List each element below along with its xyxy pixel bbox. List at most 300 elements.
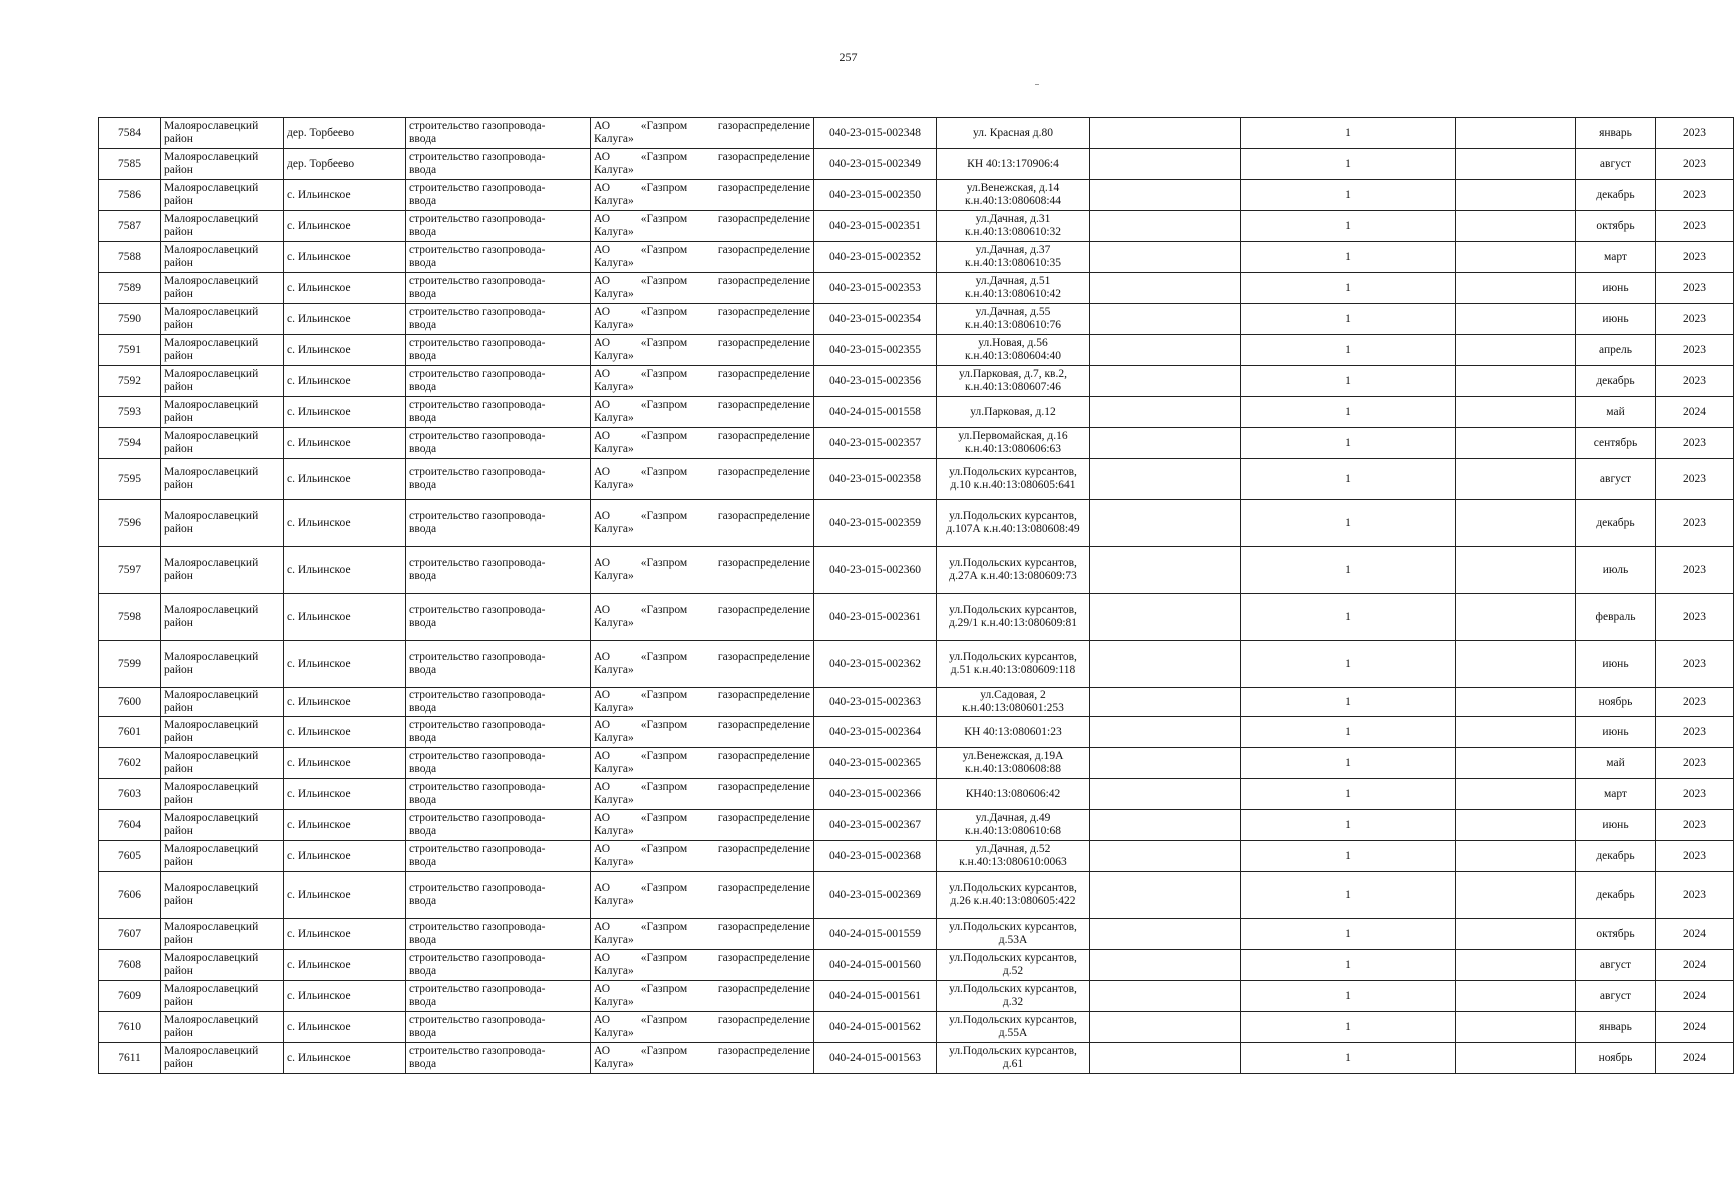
organization-line1: АО «Газпром газораспределение bbox=[594, 952, 810, 964]
table-row bbox=[99, 211, 1734, 242]
registry-code-cell: 040-24-015-001563 bbox=[814, 1043, 937, 1074]
month-cell: август bbox=[1576, 459, 1656, 500]
district-name: Малоярославецкий bbox=[164, 466, 259, 478]
month-cell: август bbox=[1576, 950, 1656, 981]
organization-cell bbox=[591, 981, 814, 1012]
settlement-cell: с. Ильинское bbox=[284, 688, 406, 717]
table-row bbox=[99, 428, 1734, 459]
year-cell: 2023 bbox=[1656, 810, 1734, 841]
district-name: Малоярославецкий bbox=[164, 557, 259, 569]
year-cell: 2023 bbox=[1656, 118, 1734, 149]
district-name: Малоярославецкий bbox=[164, 1045, 259, 1057]
organization-line2: Калуга» bbox=[594, 479, 634, 491]
district-cell bbox=[161, 547, 284, 594]
district-cell bbox=[161, 211, 284, 242]
district-suffix: район bbox=[164, 350, 193, 362]
work-type-line1: строительство газопровода- bbox=[409, 557, 546, 569]
district-cell bbox=[161, 459, 284, 500]
organization-cell bbox=[591, 919, 814, 950]
organization-line1: АО «Газпром газораспределение bbox=[594, 151, 810, 163]
month-cell: июнь bbox=[1576, 717, 1656, 748]
district-name: Малоярославецкий bbox=[164, 952, 259, 964]
empty-cell bbox=[1456, 149, 1576, 180]
work-type-line2: ввода bbox=[409, 1058, 437, 1070]
settlement-cell: с. Ильинское bbox=[284, 1043, 406, 1074]
empty-cell bbox=[1456, 872, 1576, 919]
empty-cell bbox=[1456, 397, 1576, 428]
work-type-line2: ввода bbox=[409, 664, 437, 676]
district-suffix: район bbox=[164, 895, 193, 907]
empty-cell bbox=[1090, 1012, 1241, 1043]
empty-cell bbox=[1090, 397, 1241, 428]
empty-cell bbox=[1090, 180, 1241, 211]
work-type-line2: ввода bbox=[409, 226, 437, 238]
settlement-cell: с. Ильинское bbox=[284, 304, 406, 335]
organization-line2: Калуга» bbox=[594, 732, 634, 744]
row-number: 7599 bbox=[99, 641, 161, 688]
row-number: 7595 bbox=[99, 459, 161, 500]
quantity-cell: 1 bbox=[1241, 810, 1456, 841]
work-type-line2: ввода bbox=[409, 794, 437, 806]
work-type-line2: ввода bbox=[409, 895, 437, 907]
month-cell: декабрь bbox=[1576, 841, 1656, 872]
organization-line2: Калуга» bbox=[594, 702, 634, 714]
district-cell bbox=[161, 779, 284, 810]
empty-cell bbox=[1090, 981, 1241, 1012]
work-type-cell bbox=[406, 500, 591, 547]
work-type-line1: строительство газопровода- bbox=[409, 689, 546, 701]
quantity-cell: 1 bbox=[1241, 594, 1456, 641]
settlement-cell: с. Ильинское bbox=[284, 779, 406, 810]
registry-code-cell: 040-23-015-002349 bbox=[814, 149, 937, 180]
work-type-line2: ввода bbox=[409, 164, 437, 176]
quantity-cell: 1 bbox=[1241, 149, 1456, 180]
table-row bbox=[99, 500, 1734, 547]
month-cell: март bbox=[1576, 779, 1656, 810]
district-cell bbox=[161, 688, 284, 717]
registry-code-cell: 040-23-015-002365 bbox=[814, 748, 937, 779]
year-cell: 2024 bbox=[1656, 919, 1734, 950]
organization-line2: Калуга» bbox=[594, 664, 634, 676]
work-type-cell bbox=[406, 397, 591, 428]
organization-line2: Калуга» bbox=[594, 195, 634, 207]
organization-cell bbox=[591, 748, 814, 779]
district-name: Малоярославецкий bbox=[164, 430, 259, 442]
work-type-line2: ввода bbox=[409, 479, 437, 491]
empty-cell bbox=[1090, 242, 1241, 273]
empty-cell bbox=[1090, 304, 1241, 335]
organization-line1: АО «Газпром газораспределение bbox=[594, 843, 810, 855]
organization-line1: АО «Газпром газораспределение bbox=[594, 750, 810, 762]
organization-cell bbox=[591, 500, 814, 547]
district-cell bbox=[161, 748, 284, 779]
organization-line2: Калуга» bbox=[594, 523, 634, 535]
organization-line2: Калуга» bbox=[594, 257, 634, 269]
district-suffix: район bbox=[164, 996, 193, 1008]
work-type-cell bbox=[406, 779, 591, 810]
organization-line1: АО «Газпром газораспределение bbox=[594, 983, 810, 995]
row-number: 7594 bbox=[99, 428, 161, 459]
district-name: Малоярославецкий bbox=[164, 750, 259, 762]
row-number: 7602 bbox=[99, 748, 161, 779]
quantity-cell: 1 bbox=[1241, 841, 1456, 872]
empty-cell bbox=[1456, 688, 1576, 717]
district-cell bbox=[161, 841, 284, 872]
year-cell: 2023 bbox=[1656, 211, 1734, 242]
empty-cell bbox=[1090, 273, 1241, 304]
district-cell bbox=[161, 149, 284, 180]
work-type-line2: ввода bbox=[409, 195, 437, 207]
district-cell bbox=[161, 180, 284, 211]
row-number: 7584 bbox=[99, 118, 161, 149]
work-type-line1: строительство газопровода- bbox=[409, 213, 546, 225]
empty-cell bbox=[1456, 211, 1576, 242]
district-suffix: район bbox=[164, 732, 193, 744]
work-type-line2: ввода bbox=[409, 825, 437, 837]
organization-cell bbox=[591, 366, 814, 397]
settlement-cell: с. Ильинское bbox=[284, 547, 406, 594]
organization-line2: Калуга» bbox=[594, 825, 634, 837]
district-name: Малоярославецкий bbox=[164, 651, 259, 663]
district-cell bbox=[161, 397, 284, 428]
district-name: Малоярославецкий bbox=[164, 182, 259, 194]
settlement-cell: дер. Торбеево bbox=[284, 118, 406, 149]
organization-line1: АО «Газпром газораспределение bbox=[594, 1045, 810, 1057]
empty-cell bbox=[1456, 1043, 1576, 1074]
empty-cell bbox=[1456, 428, 1576, 459]
work-type-line1: строительство газопровода- bbox=[409, 182, 546, 194]
empty-cell bbox=[1456, 841, 1576, 872]
quantity-cell: 1 bbox=[1241, 547, 1456, 594]
work-type-line2: ввода bbox=[409, 934, 437, 946]
work-type-cell bbox=[406, 981, 591, 1012]
empty-cell bbox=[1456, 981, 1576, 1012]
settlement-cell: с. Ильинское bbox=[284, 841, 406, 872]
district-suffix: район bbox=[164, 443, 193, 455]
table-row bbox=[99, 594, 1734, 641]
work-type-cell bbox=[406, 547, 591, 594]
quantity-cell: 1 bbox=[1241, 919, 1456, 950]
district-suffix: район bbox=[164, 1027, 193, 1039]
row-number: 7593 bbox=[99, 397, 161, 428]
district-cell bbox=[161, 594, 284, 641]
work-type-line2: ввода bbox=[409, 996, 437, 1008]
address-cell: ул.Подольских курсантов, д.32 bbox=[937, 981, 1090, 1012]
address-cell: КН40:13:080606:42 bbox=[937, 779, 1090, 810]
table-row bbox=[99, 366, 1734, 397]
district-cell bbox=[161, 981, 284, 1012]
month-cell: декабрь bbox=[1576, 180, 1656, 211]
work-type-cell bbox=[406, 594, 591, 641]
address-cell: КН 40:13:170906:4 bbox=[937, 149, 1090, 180]
district-cell bbox=[161, 366, 284, 397]
registry-code-cell: 040-23-015-002360 bbox=[814, 547, 937, 594]
empty-cell bbox=[1090, 211, 1241, 242]
work-type-line1: строительство газопровода- bbox=[409, 750, 546, 762]
gas-connection-table bbox=[98, 117, 1734, 1074]
organization-line2: Калуга» bbox=[594, 319, 634, 331]
work-type-line1: строительство газопровода- bbox=[409, 275, 546, 287]
work-type-cell bbox=[406, 1043, 591, 1074]
empty-cell bbox=[1090, 919, 1241, 950]
work-type-cell bbox=[406, 242, 591, 273]
organization-cell bbox=[591, 304, 814, 335]
year-cell: 2023 bbox=[1656, 717, 1734, 748]
organization-line2: Калуга» bbox=[594, 226, 634, 238]
work-type-line2: ввода bbox=[409, 523, 437, 535]
settlement-cell: с. Ильинское bbox=[284, 717, 406, 748]
registry-code-cell: 040-24-015-001560 bbox=[814, 950, 937, 981]
work-type-cell bbox=[406, 273, 591, 304]
work-type-cell bbox=[406, 118, 591, 149]
organization-line1: АО «Газпром газораспределение bbox=[594, 275, 810, 287]
settlement-cell: с. Ильинское bbox=[284, 273, 406, 304]
organization-line1: АО «Газпром газораспределение bbox=[594, 466, 810, 478]
month-cell: январь bbox=[1576, 118, 1656, 149]
table-row bbox=[99, 841, 1734, 872]
year-cell: 2024 bbox=[1656, 1043, 1734, 1074]
empty-cell bbox=[1090, 872, 1241, 919]
empty-cell bbox=[1456, 641, 1576, 688]
organization-line2: Калуга» bbox=[594, 570, 634, 582]
quantity-cell: 1 bbox=[1241, 366, 1456, 397]
row-number: 7592 bbox=[99, 366, 161, 397]
row-number: 7585 bbox=[99, 149, 161, 180]
month-cell: апрель bbox=[1576, 335, 1656, 366]
work-type-cell bbox=[406, 149, 591, 180]
quantity-cell: 1 bbox=[1241, 981, 1456, 1012]
settlement-cell: с. Ильинское bbox=[284, 748, 406, 779]
address-cell: ул.Парковая, д.7, кв.2, к.н.40:13:080607:46 bbox=[937, 366, 1090, 397]
table-body bbox=[99, 118, 1734, 1074]
month-cell: март bbox=[1576, 242, 1656, 273]
organization-line2: Калуга» bbox=[594, 288, 634, 300]
district-suffix: район bbox=[164, 1058, 193, 1070]
settlement-cell: с. Ильинское bbox=[284, 594, 406, 641]
table-row bbox=[99, 242, 1734, 273]
empty-cell bbox=[1090, 748, 1241, 779]
empty-cell bbox=[1456, 748, 1576, 779]
work-type-line1: строительство газопровода- bbox=[409, 882, 546, 894]
quantity-cell: 1 bbox=[1241, 397, 1456, 428]
work-type-line2: ввода bbox=[409, 1027, 437, 1039]
registry-code-cell: 040-23-015-002367 bbox=[814, 810, 937, 841]
table-row bbox=[99, 872, 1734, 919]
table-row bbox=[99, 547, 1734, 594]
organization-line1: АО «Газпром газораспределение bbox=[594, 604, 810, 616]
district-suffix: район bbox=[164, 523, 193, 535]
registry-code-cell: 040-24-015-001558 bbox=[814, 397, 937, 428]
work-type-line2: ввода bbox=[409, 412, 437, 424]
district-name: Малоярославецкий bbox=[164, 882, 259, 894]
row-number: 7605 bbox=[99, 841, 161, 872]
organization-line2: Калуга» bbox=[594, 794, 634, 806]
work-type-line2: ввода bbox=[409, 288, 437, 300]
year-cell: 2023 bbox=[1656, 304, 1734, 335]
year-cell: 2024 bbox=[1656, 397, 1734, 428]
month-cell: февраль bbox=[1576, 594, 1656, 641]
table-row bbox=[99, 1043, 1734, 1074]
empty-cell bbox=[1090, 1043, 1241, 1074]
district-name: Малоярославецкий bbox=[164, 120, 259, 132]
organization-cell bbox=[591, 717, 814, 748]
scan-mark bbox=[1035, 84, 1039, 85]
settlement-cell: с. Ильинское bbox=[284, 180, 406, 211]
organization-line1: АО «Газпром газораспределение bbox=[594, 368, 810, 380]
registry-code-cell: 040-23-015-002366 bbox=[814, 779, 937, 810]
district-name: Малоярославецкий bbox=[164, 719, 259, 731]
district-suffix: район bbox=[164, 664, 193, 676]
row-number: 7589 bbox=[99, 273, 161, 304]
district-suffix: район bbox=[164, 702, 193, 714]
work-type-line2: ввода bbox=[409, 257, 437, 269]
work-type-cell bbox=[406, 748, 591, 779]
registry-code-cell: 040-23-015-002364 bbox=[814, 717, 937, 748]
district-name: Малоярославецкий bbox=[164, 337, 259, 349]
row-number: 7590 bbox=[99, 304, 161, 335]
organization-cell bbox=[591, 397, 814, 428]
table-row bbox=[99, 810, 1734, 841]
organization-line2: Калуга» bbox=[594, 1027, 634, 1039]
district-name: Малоярославецкий bbox=[164, 781, 259, 793]
organization-line2: Калуга» bbox=[594, 412, 634, 424]
year-cell: 2023 bbox=[1656, 273, 1734, 304]
address-cell: ул.Дачная, д.31 к.н.40:13:080610:32 bbox=[937, 211, 1090, 242]
address-cell: ул.Подольских курсантов, д.10 к.н.40:13:080605:641 bbox=[937, 459, 1090, 500]
registry-code-cell: 040-23-015-002358 bbox=[814, 459, 937, 500]
empty-cell bbox=[1456, 779, 1576, 810]
month-cell: октябрь bbox=[1576, 211, 1656, 242]
empty-cell bbox=[1456, 335, 1576, 366]
work-type-cell bbox=[406, 211, 591, 242]
table-row bbox=[99, 180, 1734, 211]
work-type-cell bbox=[406, 335, 591, 366]
organization-cell bbox=[591, 841, 814, 872]
year-cell: 2023 bbox=[1656, 500, 1734, 547]
month-cell: июнь bbox=[1576, 304, 1656, 335]
address-cell: ул.Подольских курсантов, д.53А bbox=[937, 919, 1090, 950]
table-row bbox=[99, 397, 1734, 428]
address-cell: ул.Подольских курсантов, д.27А к.н.40:13:080609:73 bbox=[937, 547, 1090, 594]
row-number: 7609 bbox=[99, 981, 161, 1012]
row-number: 7607 bbox=[99, 919, 161, 950]
month-cell: декабрь bbox=[1576, 366, 1656, 397]
row-number: 7600 bbox=[99, 688, 161, 717]
work-type-line1: строительство газопровода- bbox=[409, 921, 546, 933]
work-type-line1: строительство газопровода- bbox=[409, 1045, 546, 1057]
organization-cell bbox=[591, 688, 814, 717]
quantity-cell: 1 bbox=[1241, 717, 1456, 748]
year-cell: 2023 bbox=[1656, 841, 1734, 872]
year-cell: 2023 bbox=[1656, 779, 1734, 810]
work-type-line1: строительство газопровода- bbox=[409, 719, 546, 731]
settlement-cell: с. Ильинское bbox=[284, 335, 406, 366]
year-cell: 2023 bbox=[1656, 428, 1734, 459]
organization-cell bbox=[591, 1043, 814, 1074]
address-cell: ул.Подольских курсантов, д.55А bbox=[937, 1012, 1090, 1043]
registry-code-cell: 040-23-015-002352 bbox=[814, 242, 937, 273]
registry-code-cell: 040-23-015-002350 bbox=[814, 180, 937, 211]
table-row bbox=[99, 335, 1734, 366]
district-cell bbox=[161, 872, 284, 919]
table-row bbox=[99, 950, 1734, 981]
settlement-cell: с. Ильинское bbox=[284, 872, 406, 919]
address-cell: ул.Дачная, д.37 к.н.40:13:080610:35 bbox=[937, 242, 1090, 273]
month-cell: ноябрь bbox=[1576, 1043, 1656, 1074]
table-row bbox=[99, 149, 1734, 180]
district-suffix: район bbox=[164, 195, 193, 207]
quantity-cell: 1 bbox=[1241, 688, 1456, 717]
work-type-line1: строительство газопровода- bbox=[409, 151, 546, 163]
registry-code-cell: 040-24-015-001561 bbox=[814, 981, 937, 1012]
address-cell: ул.Дачная, д.49 к.н.40:13:080610:68 bbox=[937, 810, 1090, 841]
organization-line2: Калуга» bbox=[594, 443, 634, 455]
settlement-cell: с. Ильинское bbox=[284, 810, 406, 841]
address-cell: ул.Первомайская, д.16 к.н.40:13:080606:63 bbox=[937, 428, 1090, 459]
settlement-cell: с. Ильинское bbox=[284, 950, 406, 981]
work-type-line1: строительство газопровода- bbox=[409, 120, 546, 132]
district-name: Малоярославецкий bbox=[164, 843, 259, 855]
quantity-cell: 1 bbox=[1241, 641, 1456, 688]
month-cell: май bbox=[1576, 397, 1656, 428]
quantity-cell: 1 bbox=[1241, 273, 1456, 304]
registry-code-cell: 040-23-015-002359 bbox=[814, 500, 937, 547]
row-number: 7604 bbox=[99, 810, 161, 841]
year-cell: 2023 bbox=[1656, 688, 1734, 717]
district-cell bbox=[161, 810, 284, 841]
district-name: Малоярославецкий bbox=[164, 213, 259, 225]
empty-cell bbox=[1456, 810, 1576, 841]
district-cell bbox=[161, 1043, 284, 1074]
organization-line2: Калуга» bbox=[594, 895, 634, 907]
organization-line2: Калуга» bbox=[594, 856, 634, 868]
district-name: Малоярославецкий bbox=[164, 689, 259, 701]
work-type-line1: строительство газопровода- bbox=[409, 466, 546, 478]
address-cell: ул.Подольских курсантов, д.52 bbox=[937, 950, 1090, 981]
organization-line1: АО «Газпром газораспределение bbox=[594, 120, 810, 132]
empty-cell bbox=[1090, 118, 1241, 149]
work-type-cell bbox=[406, 180, 591, 211]
work-type-line2: ввода bbox=[409, 570, 437, 582]
empty-cell bbox=[1456, 547, 1576, 594]
settlement-cell: с. Ильинское bbox=[284, 428, 406, 459]
district-suffix: район bbox=[164, 856, 193, 868]
month-cell: сентябрь bbox=[1576, 428, 1656, 459]
organization-cell bbox=[591, 641, 814, 688]
work-type-line1: строительство газопровода- bbox=[409, 781, 546, 793]
work-type-line2: ввода bbox=[409, 319, 437, 331]
district-cell bbox=[161, 242, 284, 273]
work-type-cell bbox=[406, 428, 591, 459]
work-type-line1: строительство газопровода- bbox=[409, 368, 546, 380]
work-type-line2: ввода bbox=[409, 350, 437, 362]
page-number: 257 bbox=[839, 50, 858, 64]
work-type-cell bbox=[406, 717, 591, 748]
organization-line1: АО «Газпром газораспределение bbox=[594, 651, 810, 663]
quantity-cell: 1 bbox=[1241, 118, 1456, 149]
year-cell: 2023 bbox=[1656, 594, 1734, 641]
year-cell: 2023 bbox=[1656, 872, 1734, 919]
district-cell bbox=[161, 1012, 284, 1043]
address-cell: ул.Подольских курсантов, д.61 bbox=[937, 1043, 1090, 1074]
work-type-line1: строительство газопровода- bbox=[409, 306, 546, 318]
district-suffix: район bbox=[164, 617, 193, 629]
row-number: 7588 bbox=[99, 242, 161, 273]
quantity-cell: 1 bbox=[1241, 242, 1456, 273]
empty-cell bbox=[1090, 950, 1241, 981]
settlement-cell: с. Ильинское bbox=[284, 500, 406, 547]
row-number: 7591 bbox=[99, 335, 161, 366]
